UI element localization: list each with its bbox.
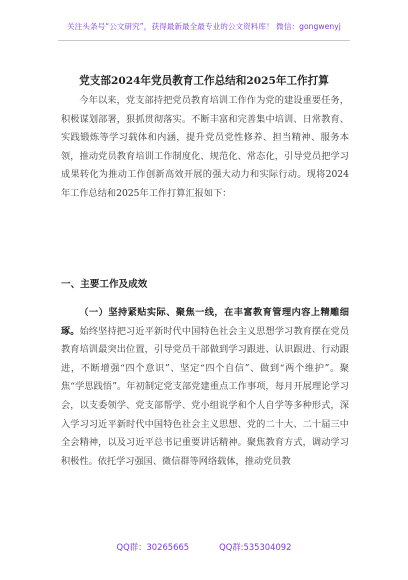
- footer-contact: [0, 541, 408, 553]
- footer-qq-group-2: QQ群:535304092: [219, 542, 292, 552]
- subsection-paragraph-1: [61, 304, 349, 471]
- intro-paragraph: 今年以来，党支部持把党员教育培训工作作为党的建设重要任务，积极谋划部署，狠抓贯彻落实。不断丰富和完善集中培训、日常教育、实践锻炼等学习载体和内涵，提升党员党性修养、担当精神、服务本领，推动党员教育培训工作制度化、规范化、常态化，引导党员把学习成果转化为推动工作创新高效开展的强大动力和实际行动。现将2024年工作总结和2025年工作打算汇报如下：: [61, 95, 349, 199]
- section-heading-main-work: 一、主要工作及成效: [61, 279, 148, 290]
- header-divider: [58, 40, 350, 41]
- subsection-heading-1: （一）坚持紧贴实际、聚焦一线，在丰富教育管理内容上精雕细琢。: [61, 307, 349, 337]
- footer-qq-group-1: QQ群：30265665: [116, 542, 190, 552]
- document-title: 党支部2024年党员教育工作总结和2025年工作打算: [79, 75, 329, 87]
- subsection-body-1: 始终坚持把习近平新时代中国特色社会主义思想学习教育摆在党员教育培训最突出位置，引导党员干部做到学习跟进、认识跟进、行动跟进，不断增强“四个意识”、坚定“四个自信”、做到“两个维护”。聚焦“学思践悟”。年初制定党支部党建重点工作事项，每月开展理论学习会，以支委领学、党支部帮学、党小组说学和个人自学等多种形式，深入学习习近平新时代中国特色社会主义思想、党的二十大、二十届三中全会精神，以及习近平总书记重要讲话精神。聚焦教育方式，调动学习积极性。依托学习强国、微信群等网络载体，推动党员教: [61, 325, 350, 467]
- header-banner: 关注头条号“公文研究”，获得最新最全最专业的公文资料库！ 微信：gongwenyj: [67, 22, 341, 31]
